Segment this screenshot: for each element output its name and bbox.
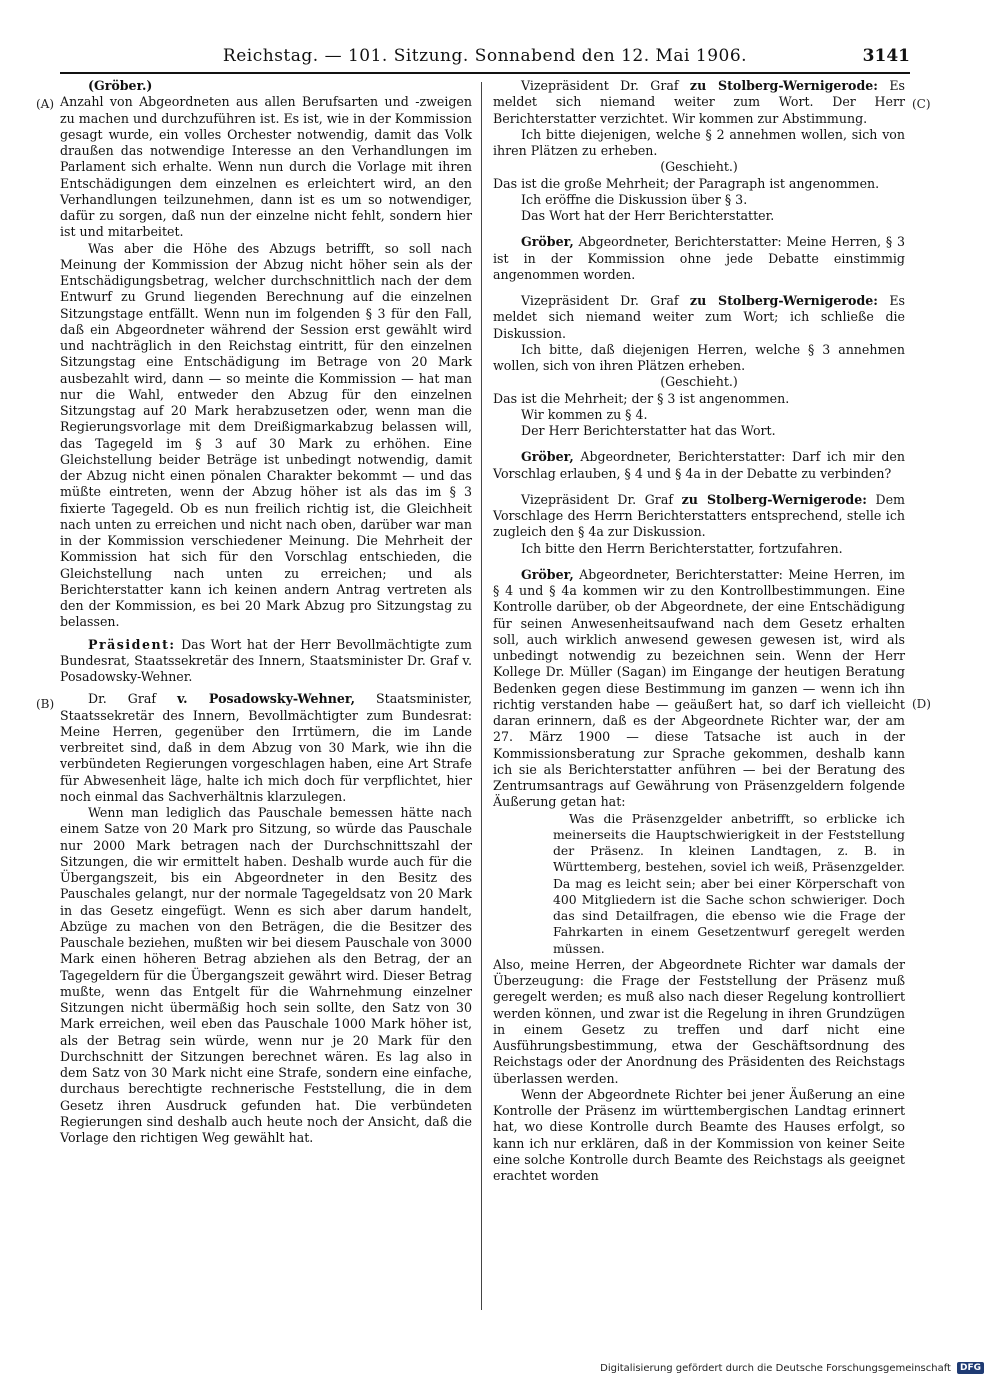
paragraph: Also, meine Herren, der Abgeordnete Richter war damals der Überzeugung: die Frage der Feststellung der Präsenz muß geregelt werden; es muß also nach dieser Regelung kontrolliert werden können, und zwar ist die Regelung in ihren Grundzügen in einem Gesetz zu treffen und darf nicht eine Ausführungsbestimmung, etwa der Geschäftsordnung des Reichstags oder der Anordnung des Präsidenten des Reichstags überlassen werden. bbox=[493, 956, 905, 1086]
paragraph: Wenn der Abgeordnete Richter bei jener Äußerung an eine Kontrolle der Präsenz im württembergischen Landtag erinnert hat, wo diese Kontrolle durch Beamte des Hauses erfolgt, so kann ich nur erklären, daß in der Kommission von keiner Seite eine solche Kontrolle durch Beamte des Reichstags als geeignet erachtet worden bbox=[493, 1086, 905, 1183]
speech-text: Abgeordneter, Berichterstatter: Darf ich mir den Vorschlag erlauben, § 4 und § 4a in der Debatte zu verbinden? bbox=[493, 449, 905, 481]
block-quote: Was die Präsenzgelder anbetrifft, so erblicke ich meinerseits die Hauptschwierigkeit in der Feststellung der Präsenz. In kleinen Landtagen, z. B. in Württemberg, bestehen, soviel ich weiß, Präsenzgelder. Da mag es leicht sein; aber bei einer Körperschaft von 400 Mitgliedern ist die Sache schon schwieriger. Doch das sind Detailfragen, die ebenso wie die Frage der Fahrkarten in einem Gesetzentwurf geregelt werden müssen. bbox=[553, 810, 905, 956]
speaker-name: Gröber, bbox=[521, 234, 574, 250]
speaker-name: Gröber, bbox=[521, 449, 574, 465]
running-title: Reichstag. — 101. Sitzung. Sonnabend den 12. Mai 1906. bbox=[222, 46, 748, 66]
paragraph: Das Wort hat der Herr Berichterstatter. bbox=[521, 208, 775, 223]
right-column bbox=[493, 78, 905, 1184]
speaker-title: Vizepräsident Dr. Graf bbox=[521, 78, 690, 93]
dfg-logo: DFG bbox=[957, 1362, 984, 1374]
speaker-name: zu Stolberg-Wernigerode: bbox=[689, 293, 878, 308]
speech-vice-president bbox=[493, 293, 905, 342]
speaker-name: v. Posadowsky-Wehner, bbox=[177, 691, 355, 707]
paragraph: Ich bitte den Herrn Berichterstatter, fortzufahren. bbox=[521, 540, 843, 556]
speaker-continuation: (Gröber.) bbox=[88, 78, 153, 93]
margin-marker-d: (D) bbox=[912, 697, 931, 711]
speech-groeber bbox=[493, 449, 905, 482]
paragraph: Ich eröffne die Diskussion über § 3. bbox=[521, 191, 748, 207]
speech-text: Es meldet sich niemand weiter zum Wort; ich schließe die Diskussion. bbox=[493, 293, 905, 341]
speaker-name: zu Stolberg-Wernigerode: bbox=[681, 491, 867, 507]
margin-marker-a: (A) bbox=[36, 97, 55, 111]
paragraph: Anzahl von Abgeordneten aus allen Berufsarten und -zweigen zu machen und durchzuführen ist. Es ist, wie in der Kommission gesagt wurde, ein volles Orchester notwendig, damit das Volk draußen das notwendige Interesse an den Verhandlungen im Parlament sich erhalte. Wenn nun durch die Vorlage mit ihren Entschädigungen dem einzelnen es erleichtert wird, an den Verhandlungen teilzunehmen, dann ist es um so notwendiger, dafür zu sorgen, daß nun der einzelne nicht fehlt, sondern hier ist und mitarbeitet. bbox=[60, 94, 472, 240]
paragraph: Ich bitte diejenigen, welche § 2 annehmen wollen, sich von ihren Plätzen zu erheben. bbox=[493, 126, 905, 158]
speech-vice-president bbox=[493, 492, 905, 541]
column-divider bbox=[481, 82, 482, 1310]
page-header bbox=[60, 44, 910, 74]
paragraph: Das ist die Mehrheit; der § 3 ist angenommen. bbox=[493, 390, 790, 406]
digitization-credit bbox=[600, 1362, 984, 1374]
speech-text: Staatsminister, Staatssekretär des Innern, Bevollmächtigter zum Bundesrat: Meine Herren, gegenüber den Irrtümern, die im Lande verbreitet sind, daß in dem Abzug von 30 Mark, wie ihn die verbündeten Regierungen vorgeschlagen haben, eine Art Strafe für Abwesenheit läge, halte ich mich doch für verpflichtet, hier noch einmal das Sachverhältnis klarzulegen. bbox=[60, 691, 472, 804]
speech-vice-president bbox=[493, 78, 905, 127]
speech-president bbox=[60, 637, 472, 686]
speaker-title: Vizepräsident Dr. Graf bbox=[521, 293, 690, 308]
left-column bbox=[60, 78, 472, 1146]
speaker-name: Präsident: bbox=[88, 636, 176, 652]
paragraph: Wenn man lediglich das Pauschale bemessen hätte nach einem Satze von 20 Mark pro Sitzung, so würde das Pauschale nur 2000 Mark betragen nach der Durchschnittszahl der Sitzungen, die wir ermittelt haben. Deshalb wurde auch für die Übergangszeit, bis ein Abgeordneter in den Besitz des Pauschales gelangt, nur der normale Tagegeldsatz von 20 Mark in das Gesetz eingefügt. Wenn es sich aber darum handelt, Abzüge zu machen von den Beträgen, die die Besitzer des Pauschale beziehen, mußten wir bei diesem Pauschale von 3000 Mark einen höheren Betrag abziehen als den Betrag, der an Tagegeldern für die Übergangszeit gewährt wird. Dieser Betrag mußte, wenn das Entgelt für die Wahrnehmung einzelner Sitzungen nicht übermäßig hoch sein sollte, den Satz von 30 Mark erreichen, weil eben das Pauschale 1000 Mark höher ist, als der Betrag sein würde, wenn nur je 20 Mark für den Durchschnitt der Sitzungen berechnet wären. Es lag also in dem Satz von 30 Mark nicht eine Strafe, sondern eine einfache, durchaus berechtigte rechnerische Feststellung, die in dem Gesetz ihren Ausdruck gefunden hat. Die verbündeten Regierungen sind deshalb auch heute noch der Ansicht, daß die Vorlage den richtigen Weg gewählt hat. bbox=[60, 805, 472, 1145]
speaker-name: Gröber, bbox=[521, 566, 574, 582]
paragraph: Wir kommen zu § 4. bbox=[521, 406, 648, 422]
speech-groeber bbox=[493, 567, 905, 811]
page-number: 3141 bbox=[862, 46, 910, 66]
margin-marker-b: (B) bbox=[36, 697, 55, 711]
speech-text: Es meldet sich niemand weiter zum Wort. Der Herr Berichterstatter verzichtet. Wir kommen zur Abstimmung. bbox=[493, 78, 905, 126]
paragraph: Was aber die Höhe des Abzugs betrifft, so soll nach Meinung der Kommission der Abzug nicht höher sein als der Entschädigungsbetrag, welcher durchschnittlich nach der dem Entwurf zu Grund liegenden Berechnung auf die einzelnen Sitzungstage entfällt. Wenn nun im folgenden § 3 für den Fall, daß ein Abgeordneter während der Session erst gewählt wird und nachträglich in den Reichstag eintritt, für den einzelnen Sitzungstag eine Entschädigung im Betrage von 20 Mark ausbezahlt wird, dann — so meinte die Kommission — hat man nur die Wahl, entweder den Abzug für den einzelnen Sitzungstag auf 20 Mark herabzusetzen oder, wenn man die Regierungsvorlage mit dem Dreißigmarkabzug belassen will, das Tagegeld im § 3 auf 30 Mark zu erhöhen. Eine Gleichstellung beider Beträge ist unbedingt notwendig, damit der Abzug nicht einen pönalen Charakter bekommt — und das müßte eintreten, wenn der Abzug höher ist als das im § 3 fixierte Tagegeld. Ob es nun freilich richtig ist, die Gleichheit nach unten zu erreichen und nicht nach oben, darüber war man in der Kommission verschiedener Meinung. Die Mehrheit der Kommission hat sich für den Vorschlag entschieden, die Gleichstellung nach unten zu erreichen; und als Berichterstatter kann ich keinen andern Antrag vertreten als den der Kommission, es bei 20 Mark Abzug pro Sitzungstag zu belassen. bbox=[60, 240, 472, 630]
speaker-name: zu Stolberg-Wernigerode: bbox=[689, 78, 878, 93]
stage-direction: (Geschieht.) bbox=[660, 159, 738, 175]
speech-groeber bbox=[493, 234, 905, 283]
stage-direction: (Geschieht.) bbox=[660, 374, 738, 390]
speaker-title: Dr. Graf bbox=[88, 691, 178, 707]
speaker-title: Vizepräsident Dr. Graf bbox=[521, 491, 682, 507]
margin-marker-c: (C) bbox=[912, 97, 931, 111]
credit-text: Digitalisierung gefördert durch die Deutsche Forschungsgemeinschaft bbox=[600, 1362, 951, 1374]
speech-text: Abgeordneter, Berichterstatter: Meine Herren, § 3 ist in der Kommission ohne jede Debatte einstimmig angenommen worden. bbox=[493, 234, 905, 282]
speech-text: Abgeordneter, Berichterstatter: Meine Herren, im § 4 und § 4a kommen wir zu den Kontrollbestimmungen. Eine Kontrolle darüber, ob der Abgeordnete, der eine Entschädigung für seinen Anwesenheitsaufwand nach dem Gesetz erhalten soll, auch wirklich anwesend gewesen gewesen ist, wird als unbedingt notwendig zu bezeichnen sein. Wenn der Herr Kollege Dr. Müller (Sagan) im Eingange der heutigen Beratung Bedenken gegen diese Bestimmung im ganzen — wenn ich ihn richtig verstanden habe — geäußert hat, so darf ich vielleicht daran erinnern, daß es der Abgeordnete Richter war, der am 27. März 1900 — diese Tatsache ist auch in der Kommissionsberatung zur Sprache gekommen, deshalb kann ich sie als Berichterstatter anführen — bei der Beratung des Zentrumsantrags auf Gewährung von Präsenzgeldern folgende Äußerung getan hat: bbox=[493, 566, 905, 810]
speech-posadowsky bbox=[60, 691, 472, 805]
paragraph: Das ist die große Mehrheit; der Paragraph ist angenommen. bbox=[493, 175, 880, 191]
speech-text: Das Wort hat der Herr Bevollmächtigte zum Bundesrat, Staatssekretär des Innern, Staatsminister Dr. Graf v. Posadowsky-Wehner. bbox=[60, 636, 472, 684]
speech-text: Dem Vorschlage des Herrn Berichterstatters entsprechend, stelle ich zugleich den § 4a zur Diskussion. bbox=[493, 491, 905, 540]
paragraph: Ich bitte, daß diejenigen Herren, welche § 3 annehmen wollen, sich von ihren Plätzen erheben. bbox=[493, 341, 905, 373]
paragraph: Der Herr Berichterstatter hat das Wort. bbox=[521, 423, 776, 438]
